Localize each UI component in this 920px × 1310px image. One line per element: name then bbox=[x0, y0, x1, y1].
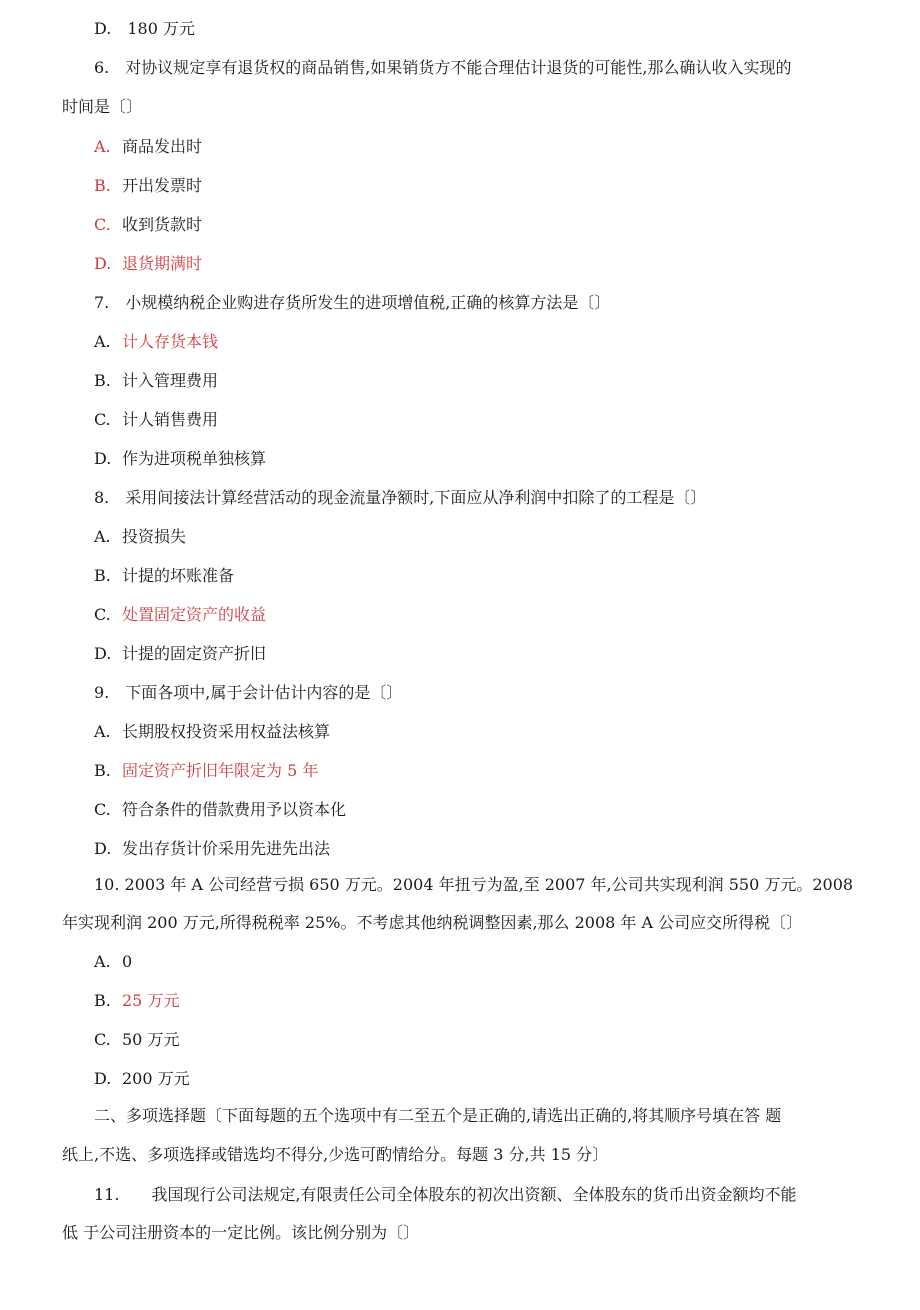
q9-option-d bbox=[94, 838, 330, 860]
option-letter: A. bbox=[94, 722, 111, 741]
q8-option-b bbox=[94, 565, 234, 587]
question-8-text: 8. 采用间接法计算经营活动的现金流量净额时,下面应从净利润中扣除了的工程是〔〕 bbox=[94, 488, 707, 507]
q6-option-a bbox=[94, 136, 202, 158]
option-text: 计提的坏账准备 bbox=[122, 566, 235, 585]
q7-option-a-answer bbox=[94, 331, 218, 353]
q8-option-c-answer bbox=[94, 604, 266, 626]
option-text: 退货期满时 bbox=[122, 254, 203, 273]
question-11-text: 11. 我国现行公司法规定,有限责任公司全体股东的初次出资额、全体股东的货币出资金额均不能 bbox=[94, 1185, 797, 1204]
option-text: 25 万元 bbox=[122, 991, 180, 1010]
q9-option-c bbox=[94, 799, 346, 821]
option-letter: B. bbox=[94, 566, 111, 585]
option-text: 收到货款时 bbox=[122, 215, 203, 234]
section-2-heading-cont: 纸上,不选、多项选择或错选均不得分,少选可酌情给分。每题 3 分,共 15 分〕 bbox=[62, 1145, 609, 1164]
q8-option-a bbox=[94, 526, 186, 548]
option-letter: D. bbox=[94, 644, 112, 663]
option-letter: D. bbox=[94, 254, 112, 273]
option-letter: C. bbox=[94, 1030, 111, 1049]
option-letter: D. bbox=[94, 1069, 112, 1088]
q6-option-b bbox=[94, 175, 202, 197]
q5-option-d: D. 180 万元 bbox=[94, 19, 195, 38]
option-text: 0 bbox=[122, 952, 133, 971]
option-letter: B. bbox=[94, 371, 111, 390]
option-text: 计提的固定资产折旧 bbox=[122, 644, 267, 663]
q10-option-b-answer bbox=[94, 990, 179, 1012]
q8-option-d bbox=[94, 643, 266, 665]
option-letter: C. bbox=[94, 215, 111, 234]
question-9-text: 9. 下面各项中,属于会计估计内容的是〔〕 bbox=[94, 683, 403, 702]
option-text: 计入管理费用 bbox=[122, 371, 219, 390]
option-text: 投资损失 bbox=[122, 527, 187, 546]
option-letter: A. bbox=[94, 527, 111, 546]
question-11-text-cont: 低 于公司注册资本的一定比例。该比例分别为〔〕 bbox=[62, 1223, 420, 1242]
option-text: 200 万元 bbox=[122, 1069, 190, 1088]
option-text: 计人存货本钱 bbox=[122, 332, 219, 351]
question-10-text-cont: 年实现利润 200 万元,所得税税率 25%。不考虑其他纳税调整因素,那么 2008 年 A 公司应交所得税〔〕 bbox=[62, 913, 803, 932]
q7-option-c bbox=[94, 409, 218, 431]
option-text: 固定资产折旧年限定为 5 年 bbox=[122, 761, 319, 780]
q9-option-a bbox=[94, 721, 330, 743]
q10-option-d bbox=[94, 1068, 190, 1090]
question-6-text-cont: 时间是〔〕 bbox=[62, 97, 143, 116]
q10-option-c bbox=[94, 1029, 179, 1051]
option-text: 处置固定资产的收益 bbox=[122, 605, 267, 624]
option-letter: A. bbox=[94, 137, 111, 156]
option-text: 计人销售费用 bbox=[122, 410, 219, 429]
option-letter: D. bbox=[94, 449, 112, 468]
option-text: 商品发出时 bbox=[122, 137, 203, 156]
q7-option-d bbox=[94, 448, 266, 470]
option-text: 50 万元 bbox=[122, 1030, 180, 1049]
question-10-text: 10. 2003 年 A 公司经营亏损 650 万元。2004 年扭亏为盈,至 2007 年,公司共实现利润 550 万元。2008 bbox=[94, 875, 854, 894]
option-letter: A. bbox=[94, 952, 111, 971]
option-text: 作为进项税单独核算 bbox=[122, 449, 267, 468]
option-letter: C. bbox=[94, 605, 111, 624]
q7-option-b bbox=[94, 370, 218, 392]
question-6-text: 6. 对协议规定享有退货权的商品销售,如果销货方不能合理估计退货的可能性,那么确认收入实现的 bbox=[94, 58, 792, 77]
q6-option-d-answer bbox=[94, 253, 202, 275]
q10-option-a bbox=[94, 951, 132, 973]
option-text: 长期股权投资采用权益法核算 bbox=[122, 722, 331, 741]
option-letter: C. bbox=[94, 410, 111, 429]
option-letter: A. bbox=[94, 332, 111, 351]
q6-option-c bbox=[94, 214, 202, 236]
option-text: 开出发票时 bbox=[122, 176, 203, 195]
option-letter: B. bbox=[94, 991, 111, 1010]
question-7-text: 7. 小规模纳税企业购进存货所发生的进项增值税,正确的核算方法是〔〕 bbox=[94, 293, 611, 312]
q9-option-b-answer bbox=[94, 760, 318, 782]
option-letter: C. bbox=[94, 800, 111, 819]
section-2-heading: 二、多项选择题〔下面每题的五个选项中有二至五个是正确的,请选出正确的,将其顺序号填在答 题 bbox=[94, 1106, 782, 1125]
option-text: 发出存货计价采用先进先出法 bbox=[122, 839, 331, 858]
option-letter: B. bbox=[94, 761, 111, 780]
option-letter: B. bbox=[94, 176, 111, 195]
option-letter: D. bbox=[94, 839, 112, 858]
option-text: 符合条件的借款费用予以资本化 bbox=[122, 800, 347, 819]
